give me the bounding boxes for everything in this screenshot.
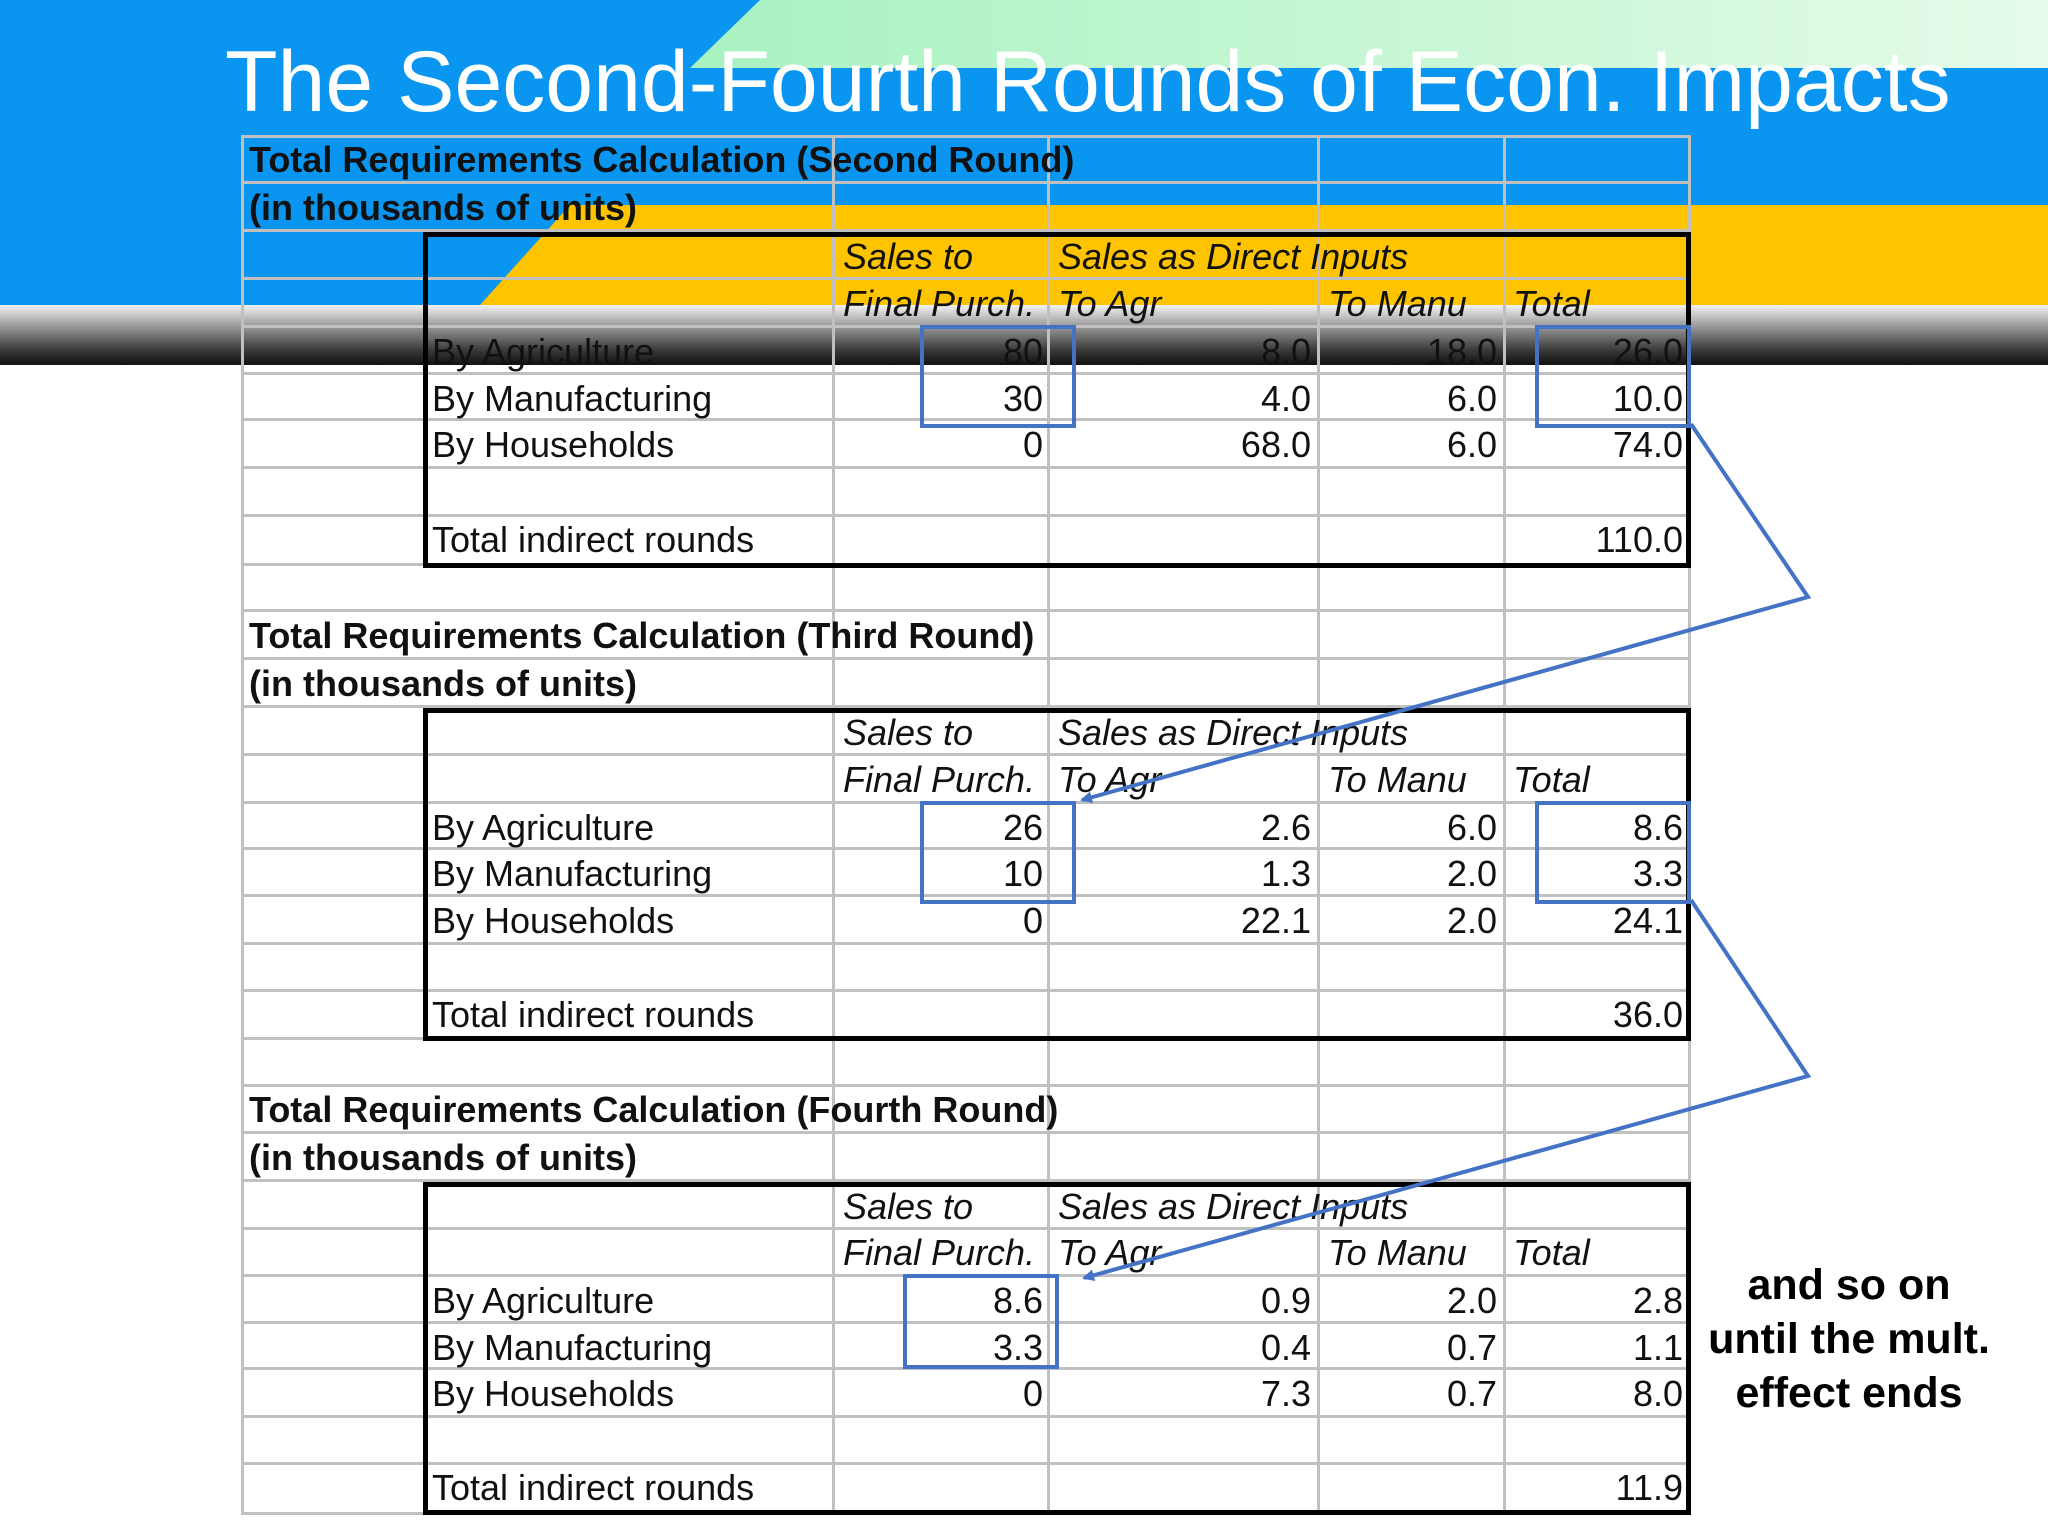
note-line: until the mult.: [1708, 1315, 1990, 1363]
header-sales-to: Sales to: [843, 236, 974, 277]
grid-cell: [1320, 469, 1506, 517]
table-title: Total Requirements Calculation (Third Round): [249, 615, 1035, 656]
header-total: Total: [1513, 759, 1590, 800]
cell-final: 8.6: [992, 1280, 1043, 1321]
grid-cell: [241, 708, 835, 756]
grid-cell: [1506, 1087, 1691, 1134]
cell-total: 2.8: [1632, 1280, 1683, 1321]
grid-cell: [1320, 184, 1506, 232]
cell-agr: 0.4: [1260, 1327, 1311, 1368]
total-indirect-value: 110.0: [1595, 519, 1683, 560]
grid-cell: [1506, 1182, 1691, 1230]
header-direct-inputs: Sales as Direct Inputs: [1058, 236, 1409, 277]
grid-cell: [835, 184, 1050, 232]
row-label: By Manufacturing: [432, 853, 713, 894]
grid-cell: [241, 1182, 835, 1230]
grid-cell: [1320, 566, 1506, 612]
grid-cell: [1050, 1134, 1320, 1182]
table-units: (in thousands of units): [249, 1137, 637, 1178]
grid-cell: [1050, 945, 1320, 992]
grid-cell: [1320, 1418, 1506, 1465]
cell-final: 0: [1022, 1373, 1043, 1414]
grid-cell: [1506, 469, 1691, 517]
table-units: (in thousands of units): [249, 663, 637, 704]
cell-manu: 0.7: [1446, 1373, 1497, 1414]
cell-final: 0: [1022, 900, 1043, 941]
header-final-purch: Final Purch.: [843, 283, 1036, 324]
cell-agr: 0.9: [1260, 1280, 1311, 1321]
grid-cell: [835, 992, 1050, 1040]
grid-cell: [1506, 1134, 1691, 1182]
total-indirect-label: Total indirect rounds: [432, 1467, 755, 1508]
grid-cell: [835, 1134, 1050, 1182]
row-label: By Manufacturing: [432, 378, 713, 419]
grid-cell: [241, 469, 835, 517]
grid-cell: [1320, 992, 1506, 1040]
header-total: Total: [1513, 283, 1590, 324]
grid-cell: [1050, 184, 1320, 232]
grid-cell: [1506, 708, 1691, 756]
cell-total: 3.3: [1632, 853, 1683, 894]
grid-cell: [1050, 469, 1320, 517]
cell-agr: 4.0: [1260, 378, 1311, 419]
grid-cell: [1506, 1040, 1691, 1087]
cell-manu: 6.0: [1446, 424, 1497, 465]
grid-cell: [1050, 1465, 1320, 1515]
header-sales-to: Sales to: [843, 712, 974, 753]
grid-cell: [1320, 135, 1506, 184]
grid-cell: [1050, 992, 1320, 1040]
grid-cell: [1506, 135, 1691, 184]
header-to-manu: To Manu: [1328, 1232, 1467, 1273]
cell-agr: 7.3: [1260, 1373, 1311, 1414]
total-indirect-label: Total indirect rounds: [432, 519, 755, 560]
grid-cell: [241, 566, 835, 612]
total-indirect-label: Total indirect rounds: [432, 994, 755, 1035]
cell-manu: 2.0: [1446, 900, 1497, 941]
cell-agr: 8.0: [1260, 331, 1311, 372]
grid-cell: [835, 1040, 1050, 1087]
cell-agr: 22.1: [1240, 900, 1311, 941]
grid-cell: [1506, 1418, 1691, 1465]
grid-cell: [835, 660, 1050, 708]
header-to-manu: To Manu: [1328, 759, 1467, 800]
grid-cell: [1320, 1465, 1506, 1515]
grid-cell: [1320, 1087, 1506, 1134]
table-title: Total Requirements Calculation (Second Round): [249, 139, 1075, 180]
grid-cell: [1320, 1040, 1506, 1087]
cell-final: 30: [1002, 378, 1043, 419]
grid-cell: [241, 280, 835, 328]
grid-cell: [835, 1465, 1050, 1515]
cell-manu: 6.0: [1446, 378, 1497, 419]
grid-cell: [241, 1230, 835, 1277]
cell-final: 80: [1002, 331, 1043, 372]
grid-cell: [1320, 660, 1506, 708]
cell-total: 10.0: [1612, 378, 1683, 419]
grid-cell: [241, 756, 835, 804]
slide-title: The Second-Fourth Rounds of Econ. Impacts: [225, 34, 1951, 130]
header-sales-to: Sales to: [843, 1186, 974, 1227]
grid-cell: [1050, 1418, 1320, 1465]
grid-cell: [1050, 517, 1320, 566]
table-units: (in thousands of units): [249, 187, 637, 228]
table-title: Total Requirements Calculation (Fourth Round): [249, 1089, 1059, 1130]
cell-final: 0: [1022, 424, 1043, 465]
row-label: By Households: [432, 424, 675, 465]
header-direct-inputs: Sales as Direct Inputs: [1058, 712, 1409, 753]
header-final-purch: Final Purch.: [843, 759, 1036, 800]
grid-cell: [1320, 945, 1506, 992]
grid-cell: [1050, 660, 1320, 708]
grid-cell: [1050, 1087, 1320, 1134]
header-to-agr: To Agr: [1058, 1232, 1162, 1273]
grid-cell: [1050, 566, 1320, 612]
cell-total: 26.0: [1612, 331, 1683, 372]
header-to-agr: To Agr: [1058, 759, 1162, 800]
grid-cell: [241, 945, 835, 992]
cell-agr: 2.6: [1260, 807, 1311, 848]
cell-final: 3.3: [992, 1327, 1043, 1368]
row-label: By Agriculture: [432, 331, 655, 372]
cell-manu: 2.0: [1446, 853, 1497, 894]
grid-cell: [835, 1418, 1050, 1465]
grid-cell: [1506, 566, 1691, 612]
row-label: By Households: [432, 1373, 675, 1414]
cell-final: 10: [1002, 853, 1043, 894]
grid-cell: [241, 1418, 835, 1465]
grid-cell: [1506, 612, 1691, 660]
side-note: [1690, 1258, 2008, 1420]
grid-cell: [1050, 135, 1320, 184]
cell-manu: 0.7: [1446, 1327, 1497, 1368]
grid-cell: [1506, 232, 1691, 280]
grid-cell: [1506, 945, 1691, 992]
grid-cell: [1506, 184, 1691, 232]
cell-total: 1.1: [1632, 1327, 1683, 1368]
row-label: By Agriculture: [432, 807, 655, 848]
total-indirect-value: 11.9: [1615, 1467, 1683, 1508]
grid-cell: [835, 945, 1050, 992]
cell-total: 74.0: [1612, 424, 1683, 465]
grid-cell: [241, 232, 835, 280]
cell-total: 24.1: [1612, 900, 1683, 941]
cell-manu: 6.0: [1446, 807, 1497, 848]
header-to-manu: To Manu: [1328, 283, 1467, 324]
note-line: effect ends: [1735, 1369, 1963, 1417]
grid-cell: [835, 517, 1050, 566]
cell-agr: 68.0: [1240, 424, 1311, 465]
cell-total: 8.6: [1632, 807, 1683, 848]
grid-cell: [241, 1040, 835, 1087]
row-label: By Households: [432, 900, 675, 941]
cell-total: 8.0: [1632, 1373, 1683, 1414]
cell-manu: 18.0: [1426, 331, 1497, 372]
grid-cell: [1506, 660, 1691, 708]
grid-cell: [1050, 612, 1320, 660]
header-direct-inputs: Sales as Direct Inputs: [1058, 1186, 1409, 1227]
grid-cell: [1320, 612, 1506, 660]
grid-cell: [1320, 1134, 1506, 1182]
grid-cell: [1320, 517, 1506, 566]
row-label: By Agriculture: [432, 1280, 655, 1321]
header-total: Total: [1513, 1232, 1590, 1273]
header-final-purch: Final Purch.: [843, 1232, 1036, 1273]
total-indirect-value: 36.0: [1612, 994, 1683, 1035]
row-label: By Manufacturing: [432, 1327, 713, 1368]
grid-cell: [835, 566, 1050, 612]
grid-cell: [1050, 1040, 1320, 1087]
header-to-agr: To Agr: [1058, 283, 1162, 324]
note-line: and so on: [1747, 1261, 1951, 1309]
grid-cell: [835, 469, 1050, 517]
cell-agr: 1.3: [1260, 853, 1311, 894]
cell-manu: 2.0: [1446, 1280, 1497, 1321]
cell-final: 26: [1002, 807, 1043, 848]
